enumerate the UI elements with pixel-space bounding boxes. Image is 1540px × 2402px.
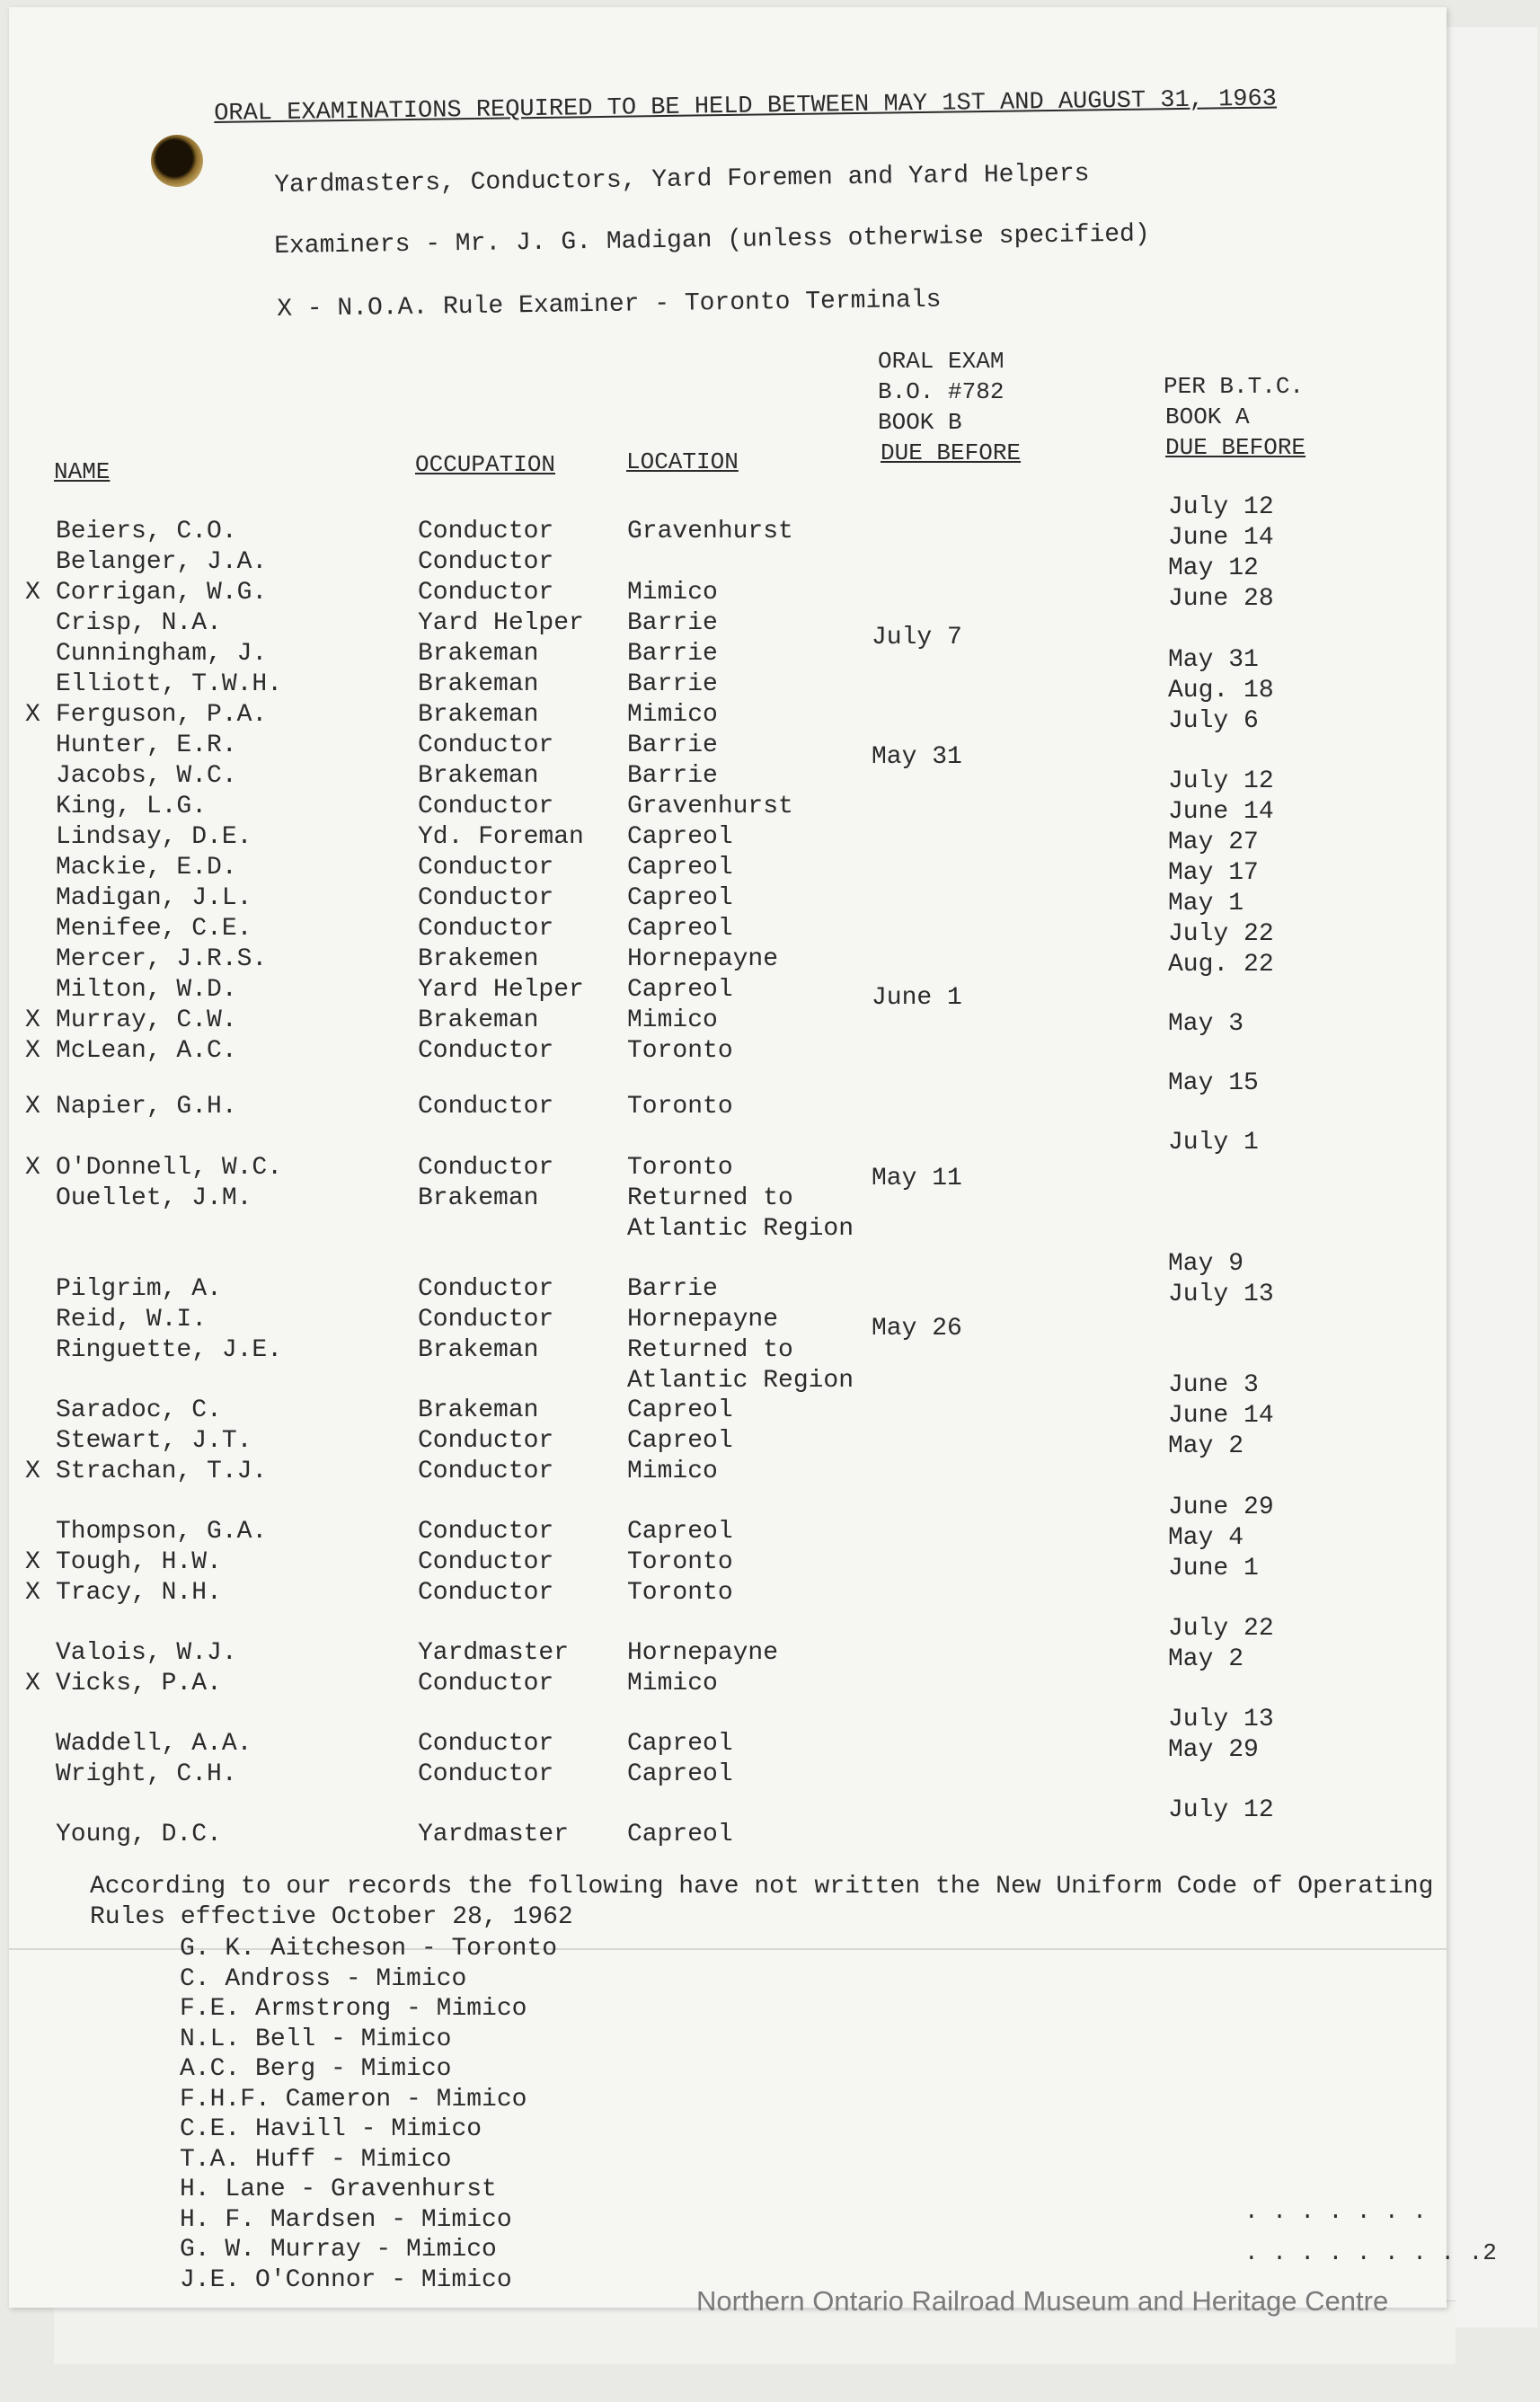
- per-btc-due-date: July 1: [1168, 1129, 1259, 1157]
- employee-location: Capreol: [627, 884, 733, 912]
- employee-name: King, L.G.: [56, 793, 208, 820]
- table-row: [0, 792, 1540, 822]
- employee-name: Mercer, J.R.S.: [56, 945, 268, 973]
- per-btc-due-date: June 28: [1168, 585, 1274, 613]
- employee-location: Capreol: [627, 1821, 733, 1848]
- employee-occupation: Conductor: [418, 1730, 554, 1758]
- list-item: F.H.F. Cameron - Mimico: [180, 2086, 527, 2114]
- per-btc-due-date: June 1: [1168, 1555, 1259, 1582]
- employee-location: Barrie: [627, 1275, 718, 1303]
- list-item: C. Andross - Mimico: [180, 1965, 467, 1993]
- oral-due-date: May 26: [872, 1315, 962, 1343]
- examiner-mark: X: [25, 1458, 40, 1485]
- employee-name: Stewart, J.T.: [56, 1427, 252, 1455]
- table-row: [0, 853, 1540, 883]
- per-btc-due-date: May 27: [1168, 829, 1259, 856]
- employee-name: Reid, W.I.: [56, 1306, 208, 1334]
- list-item: C.E. Havill - Mimico: [180, 2115, 482, 2143]
- employee-name: Elliott, T.W.H.: [56, 670, 283, 698]
- employee-location: Barrie: [627, 609, 718, 637]
- punch-hole-icon: [151, 135, 203, 187]
- employee-occupation: Yd. Foreman: [418, 823, 584, 851]
- table-row: [0, 547, 1540, 578]
- per-btc-due-date: June 14: [1168, 524, 1274, 552]
- employee-occupation: Conductor: [418, 1579, 554, 1607]
- per-btc-due-date: July 12: [1168, 1796, 1274, 1824]
- employee-location: Atlantic Region: [627, 1367, 854, 1395]
- employee-name: Beiers, C.O.: [56, 518, 237, 545]
- employee-location: Toronto: [627, 1037, 733, 1065]
- employee-occupation: Brakeman: [418, 762, 539, 790]
- table-row: [0, 1274, 1540, 1305]
- list-item: H. Lane - Gravenhurst: [180, 2176, 497, 2203]
- employee-name: Wright, C.H.: [56, 1760, 237, 1788]
- employee-occupation: Conductor: [418, 1306, 554, 1334]
- employee-location: Capreol: [627, 823, 733, 851]
- employee-name: Hunter, E.R.: [56, 731, 237, 759]
- header-oral-2: B.O. #782: [878, 378, 1005, 405]
- table-row: [0, 975, 1540, 1006]
- table-row: [0, 1729, 1540, 1759]
- employee-name: Murray, C.W.: [56, 1006, 237, 1034]
- employee-location: Capreol: [627, 1396, 733, 1424]
- employee-occupation: Conductor: [418, 731, 554, 759]
- table-row: [0, 883, 1540, 914]
- per-btc-due-date: July 13: [1168, 1706, 1274, 1733]
- note-line-2: Rules effective October 28, 1962: [90, 1903, 573, 1931]
- employee-occupation: Brakeman: [418, 1396, 539, 1424]
- employee-name: Tracy, N.H.: [56, 1579, 222, 1607]
- employee-location: Barrie: [627, 731, 718, 759]
- oral-due-date: June 1: [872, 984, 962, 1012]
- table-row: [0, 578, 1540, 608]
- employee-occupation: Conductor: [418, 1518, 554, 1546]
- list-item: H. F. Mardsen - Mimico: [180, 2206, 512, 2234]
- employee-name: Ouellet, J.M.: [56, 1184, 252, 1212]
- employee-location: Capreol: [627, 1427, 733, 1455]
- employee-location: Barrie: [627, 762, 718, 790]
- employee-location: Hornepayne: [627, 945, 779, 973]
- employee-location: Hornepayne: [627, 1306, 779, 1334]
- oral-due-date: July 7: [872, 624, 962, 651]
- employee-location: Capreol: [627, 1518, 733, 1546]
- employee-name: Pilgrim, A.: [56, 1275, 222, 1303]
- employee-occupation: Yardmaster: [418, 1639, 570, 1667]
- header-oral-4: DUE BEFORE: [881, 439, 1022, 466]
- employee-occupation: Conductor: [418, 548, 554, 576]
- table-row: [0, 1214, 1540, 1245]
- employee-occupation: Brakeman: [418, 1336, 539, 1364]
- header-oral-1: ORAL EXAM: [878, 348, 1005, 375]
- per-btc-due-date: May 2: [1168, 1645, 1244, 1673]
- employee-location: Capreol: [627, 1760, 733, 1788]
- employee-occupation: Conductor: [418, 1548, 554, 1576]
- employee-location: Mimico: [627, 701, 718, 729]
- employee-occupation: Brakemen: [418, 945, 539, 973]
- employee-name: Valois, W.J.: [56, 1639, 237, 1667]
- employee-name: Strachan, T.J.: [56, 1458, 268, 1485]
- per-btc-due-date: May 4: [1168, 1524, 1244, 1552]
- employee-name: Mackie, E.D.: [56, 854, 237, 882]
- employee-location: Capreol: [627, 915, 733, 943]
- header-name: NAME: [54, 458, 111, 485]
- table-row: [0, 1820, 1540, 1850]
- employee-name: Madigan, J.L.: [56, 884, 252, 912]
- page-reference: . . . . . . . . .2: [1244, 2239, 1497, 2266]
- employee-occupation: Conductor: [418, 1037, 554, 1065]
- employee-occupation: Conductor: [418, 1670, 554, 1697]
- employee-name: Belanger, J.A.: [56, 548, 268, 576]
- header-per-3: DUE BEFORE: [1165, 434, 1306, 461]
- employee-location: Gravenhurst: [627, 518, 793, 545]
- examiner-mark: X: [25, 701, 40, 729]
- employee-location: Returned to: [627, 1336, 793, 1364]
- employee-name: Waddell, A.A.: [56, 1730, 252, 1758]
- table-row: [0, 1305, 1540, 1335]
- per-btc-due-date: July 12: [1168, 493, 1274, 521]
- employee-occupation: Brakeman: [418, 1006, 539, 1034]
- per-btc-due-date: May 3: [1168, 1010, 1244, 1038]
- employee-occupation: Conductor: [418, 854, 554, 882]
- list-item: G. K. Aitcheson - Toronto: [180, 1935, 558, 1963]
- table-row: [0, 731, 1540, 761]
- per-btc-due-date: June 3: [1168, 1371, 1259, 1399]
- per-btc-due-date: May 31: [1168, 646, 1259, 674]
- employee-occupation: Conductor: [418, 1427, 554, 1455]
- per-btc-due-date: May 9: [1168, 1250, 1244, 1278]
- table-row: [0, 1153, 1540, 1183]
- employee-name: Milton, W.D.: [56, 976, 237, 1004]
- employee-occupation: Yardmaster: [418, 1821, 570, 1848]
- examiner-mark: X: [25, 1154, 40, 1182]
- list-item: F.E. Armstrong - Mimico: [180, 1995, 527, 2023]
- table-row: [0, 944, 1540, 975]
- per-btc-due-date: July 6: [1168, 707, 1259, 735]
- examiner-mark: X: [25, 1037, 40, 1065]
- table-row: [0, 1547, 1540, 1578]
- employee-name: Thompson, G.A.: [56, 1518, 268, 1546]
- per-btc-due-date: July 12: [1168, 767, 1274, 795]
- per-btc-due-date: May 29: [1168, 1736, 1259, 1764]
- examiners-line: Examiners - Mr. J. G. Madigan (unless otherwise specified): [274, 220, 1150, 261]
- employee-name: O'Donnell, W.C.: [56, 1154, 283, 1182]
- table-row: [0, 1183, 1540, 1214]
- list-item: T.A. Huff - Mimico: [180, 2146, 452, 2174]
- employee-occupation: Conductor: [418, 1093, 554, 1121]
- employee-location: Capreol: [627, 854, 733, 882]
- per-btc-due-date: Aug. 18: [1168, 677, 1274, 705]
- header-per-2: BOOK A: [1165, 403, 1250, 430]
- employee-name: Jacobs, W.C.: [56, 762, 237, 790]
- table-row: [0, 1457, 1540, 1487]
- table-row: [0, 914, 1540, 944]
- employee-name: Napier, G.H.: [56, 1093, 237, 1121]
- employee-location: Atlantic Region: [627, 1215, 854, 1243]
- employee-name: Tough, H.W.: [56, 1548, 222, 1576]
- table-row: [0, 639, 1540, 669]
- table-row: [0, 700, 1540, 731]
- employee-name: Crisp, N.A.: [56, 609, 222, 637]
- employee-location: Barrie: [627, 670, 718, 698]
- examiner-mark: X: [25, 1006, 40, 1034]
- header-occupation: OCCUPATION: [415, 451, 556, 478]
- employee-location: Hornepayne: [627, 1639, 779, 1667]
- employee-name: Ferguson, P.A.: [56, 701, 268, 729]
- table-row: [0, 1092, 1540, 1122]
- table-row: [0, 1036, 1540, 1067]
- table-row: [0, 1638, 1540, 1669]
- list-item: A.C. Berg - Mimico: [180, 2055, 452, 2083]
- employee-name: Saradoc, C.: [56, 1396, 222, 1424]
- per-btc-due-date: May 2: [1168, 1432, 1244, 1460]
- employee-occupation: Conductor: [418, 1458, 554, 1485]
- table-row: [0, 1669, 1540, 1699]
- employee-location: Capreol: [627, 1730, 733, 1758]
- subtitle: Yardmasters, Conductors, Yard Foremen and Yard Helpers: [274, 160, 1090, 199]
- per-btc-due-date: June 14: [1168, 1402, 1274, 1430]
- employee-name: Cunningham, J.: [56, 640, 268, 668]
- list-item: N.L. Bell - Mimico: [180, 2025, 452, 2053]
- list-item: G. W. Murray - Mimico: [180, 2236, 497, 2264]
- header-oral-3: BOOK B: [878, 409, 962, 436]
- document-title: ORAL EXAMINATIONS REQUIRED TO BE HELD BETWEEN MAY 1ST AND AUGUST 31, 1963: [214, 85, 1278, 128]
- employee-location: Toronto: [627, 1579, 733, 1607]
- per-btc-due-date: May 1: [1168, 890, 1244, 917]
- employee-location: Mimico: [627, 1458, 718, 1485]
- header-per-1: PER B.T.C.: [1164, 373, 1305, 400]
- per-btc-due-date: Aug. 22: [1168, 951, 1274, 979]
- table-row: [0, 1396, 1540, 1426]
- employee-occupation: Conductor: [418, 579, 554, 607]
- employee-occupation: Conductor: [418, 518, 554, 545]
- table-row: [0, 822, 1540, 853]
- employee-occupation: Brakeman: [418, 1184, 539, 1212]
- employee-occupation: Conductor: [418, 793, 554, 820]
- examiner-mark: X: [25, 1093, 40, 1121]
- oral-due-date: May 11: [872, 1165, 962, 1192]
- employee-occupation: Brakeman: [418, 670, 539, 698]
- per-btc-due-date: June 29: [1168, 1493, 1274, 1521]
- table-row: [0, 1517, 1540, 1547]
- employee-location: Toronto: [627, 1154, 733, 1182]
- table-row: [0, 1578, 1540, 1609]
- table-row: [0, 608, 1540, 639]
- per-btc-due-date: July 13: [1168, 1281, 1274, 1308]
- legend-line: X - N.O.A. Rule Examiner - Toronto Terminals: [277, 286, 942, 324]
- watermark-credit: Northern Ontario Railroad Museum and Heritage Centre: [696, 2285, 1389, 2317]
- table-row: [0, 1426, 1540, 1457]
- employee-occupation: Conductor: [418, 915, 554, 943]
- per-btc-due-date: May 12: [1168, 554, 1259, 582]
- employee-name: Corrigan, W.G.: [56, 579, 268, 607]
- employee-occupation: Conductor: [418, 1154, 554, 1182]
- table-row: [0, 761, 1540, 792]
- examiner-mark: X: [25, 1670, 40, 1697]
- employee-occupation: Conductor: [418, 884, 554, 912]
- employee-name: McLean, A.C.: [56, 1037, 237, 1065]
- examiner-mark: X: [25, 1579, 40, 1607]
- employee-name: Lindsay, D.E.: [56, 823, 252, 851]
- per-btc-due-date: May 15: [1168, 1069, 1259, 1097]
- employee-location: Mimico: [627, 1670, 718, 1697]
- employee-location: Mimico: [627, 1006, 718, 1034]
- employee-occupation: Brakeman: [418, 701, 539, 729]
- employee-name: Ringuette, J.E.: [56, 1336, 283, 1364]
- employee-location: Capreol: [627, 976, 733, 1004]
- table-row: [0, 1006, 1540, 1036]
- employee-location: Gravenhurst: [627, 793, 793, 820]
- employee-name: Vicks, P.A.: [56, 1670, 222, 1697]
- examiner-mark: X: [25, 579, 40, 607]
- examiner-mark: X: [25, 1548, 40, 1576]
- employee-occupation: Conductor: [418, 1760, 554, 1788]
- per-btc-due-date: June 14: [1168, 798, 1274, 826]
- employee-name: Young, D.C.: [56, 1821, 222, 1848]
- employee-location: Mimico: [627, 579, 718, 607]
- employee-name: Menifee, C.E.: [56, 915, 252, 943]
- per-btc-due-date: May 17: [1168, 859, 1259, 887]
- employee-occupation: Yard Helper: [418, 976, 584, 1004]
- employee-occupation: Brakeman: [418, 640, 539, 668]
- per-btc-due-date: July 22: [1168, 920, 1274, 948]
- note-line-1: According to our records the following have not written the New Uniform Code of Operating: [90, 1873, 1434, 1901]
- table-row: [0, 669, 1540, 700]
- oral-due-date: May 31: [872, 743, 962, 771]
- employee-location: Toronto: [627, 1093, 733, 1121]
- table-row: [0, 1759, 1540, 1790]
- table-row: [0, 517, 1540, 547]
- list-item: J.E. O'Connor - Mimico: [180, 2266, 512, 2294]
- continuation-dots: . . . . . . .: [1244, 2198, 1427, 2225]
- employee-location: Toronto: [627, 1548, 733, 1576]
- employee-location: Barrie: [627, 640, 718, 668]
- header-location: LOCATION: [626, 448, 739, 475]
- table-row: [0, 1335, 1540, 1366]
- employee-occupation: Conductor: [418, 1275, 554, 1303]
- employee-occupation: Yard Helper: [418, 609, 584, 637]
- per-btc-due-date: July 22: [1168, 1615, 1274, 1643]
- table-row: [0, 1366, 1540, 1396]
- employee-location: Returned to: [627, 1184, 793, 1212]
